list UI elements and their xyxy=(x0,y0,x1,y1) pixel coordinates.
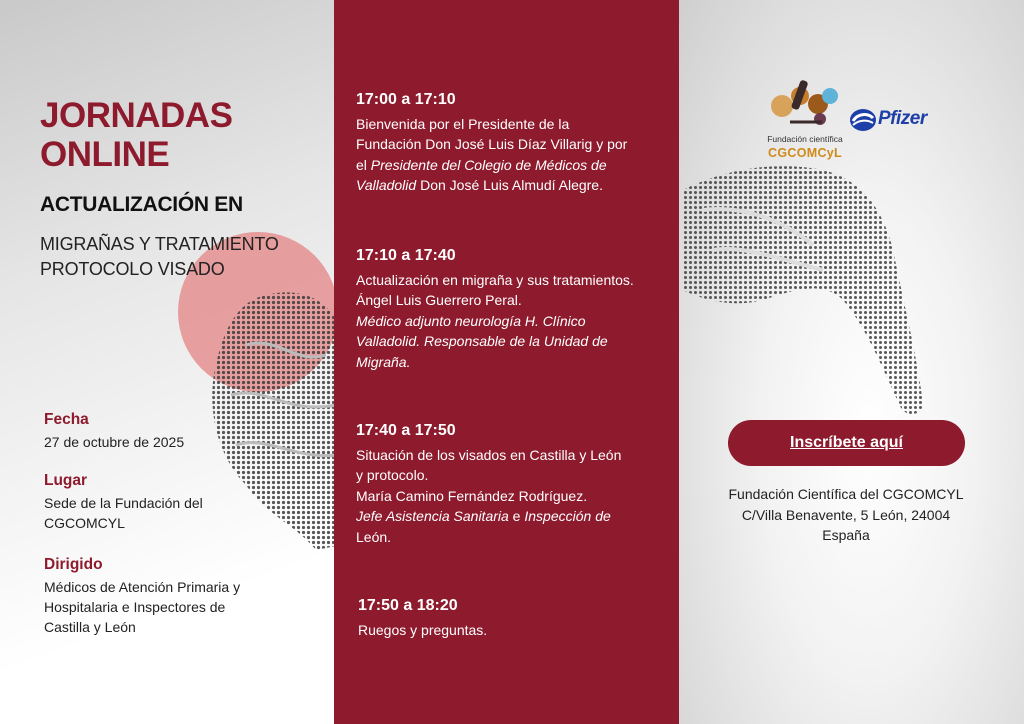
schedule-item xyxy=(356,90,668,196)
cgcomcyl-emblem-icon xyxy=(760,74,852,134)
schedule-line xyxy=(356,352,668,373)
schedule-time: 17:10 a 17:40 xyxy=(356,247,456,264)
dirigido-value-2: Hospitalaria e Inspectores de xyxy=(44,599,226,615)
event-title xyxy=(40,96,232,174)
dirigido-value-3: Castilla y León xyxy=(44,619,136,635)
schedule-line: Fundación Don José Luis Díaz Villarig y por xyxy=(356,136,628,152)
event-subtitle: ACTUALIZACIÓN EN xyxy=(40,193,243,216)
organizer-address xyxy=(700,484,992,546)
schedule-line xyxy=(356,311,668,332)
address-line-1: Fundación Científica del CGCOMCYL xyxy=(728,486,964,502)
schedule-item xyxy=(356,246,668,372)
schedule-line: y protocolo. xyxy=(356,467,429,483)
address-line-2: C/Villa Benavente, 5 León, 24004 xyxy=(741,506,951,523)
dirigido-value-1: Médicos de Atención Primaria y xyxy=(44,579,241,595)
schedule-text: e xyxy=(508,508,525,524)
fecha-label: Fecha xyxy=(44,411,89,428)
schedule-line: Actualización en migraña y sus tratamientos. xyxy=(356,271,634,288)
schedule-item xyxy=(356,421,668,547)
schedule-line xyxy=(356,175,668,196)
pfizer-pill-icon xyxy=(848,105,878,135)
schedule-line xyxy=(356,155,668,176)
brain-illustration xyxy=(206,285,334,555)
pfizer-logo xyxy=(848,105,938,137)
title-line-1: JORNADAS xyxy=(40,96,233,135)
info-fecha xyxy=(44,410,184,452)
event-topic xyxy=(40,232,279,282)
lugar-label: Lugar xyxy=(44,472,88,489)
fundacion-cgcomcyl-logo xyxy=(760,74,852,166)
fecha-value: 27 de octubre de 2025 xyxy=(44,434,185,450)
schedule-text: el xyxy=(356,156,371,173)
schedule-italic-text: Migraña. xyxy=(356,353,411,370)
topic-line-2: PROTOCOLO VISADO xyxy=(40,259,225,279)
schedule-italic-text: Médico adjunto neurología H. Clínico xyxy=(356,312,586,329)
schedule-text: Don José Luis Almudí Alegre. xyxy=(416,177,603,193)
schedule-line xyxy=(356,331,668,352)
register-button[interactable]: Inscríbete aquí xyxy=(728,420,965,466)
dirigido-label: Dirigido xyxy=(44,556,103,573)
left-panel xyxy=(0,0,334,724)
title-line-2: ONLINE xyxy=(40,135,170,174)
schedule-time: 17:50 a 18:20 xyxy=(358,597,458,614)
lugar-value-1: Sede de la Fundación del xyxy=(44,495,203,511)
pointing-hand-illustration xyxy=(683,150,933,420)
schedule-line: Bienvenida por el Presidente de la xyxy=(356,115,570,132)
schedule-line: María Camino Fernández Rodríguez. xyxy=(356,487,588,504)
schedule-item xyxy=(358,596,670,640)
schedule-line: Situación de los visados en Castilla y León xyxy=(356,446,622,463)
schedule-line: León. xyxy=(356,528,392,545)
pfizer-text: Pfizer xyxy=(878,108,927,129)
schedule-italic-text: Inspección de xyxy=(524,508,611,524)
schedule-line: Ángel Luis Guerrero Peral. xyxy=(356,292,522,308)
schedule-italic-text: Jefe Asistencia Sanitaria xyxy=(356,508,509,524)
schedule-line xyxy=(356,506,668,527)
schedule-italic-text: Valladolid xyxy=(356,177,417,193)
schedule-italic-text: Valladolid. Responsable de la Unidad de xyxy=(356,333,608,349)
schedule-time: 17:40 a 17:50 xyxy=(356,422,456,439)
schedule-time: 17:00 a 17:10 xyxy=(356,91,456,108)
schedule-line: Ruegos y preguntas. xyxy=(358,621,488,638)
lugar-value-2: CGCOMCYL xyxy=(44,515,125,531)
info-lugar xyxy=(44,471,203,533)
topic-line-1: MIGRAÑAS Y TRATAMIENTO xyxy=(40,234,279,254)
fundacion-small-text: Fundación científica xyxy=(767,134,843,144)
address-line-3: España xyxy=(822,527,870,543)
schedule-italic-text: Presidente del Colegio de Médicos de xyxy=(370,156,607,173)
info-dirigido xyxy=(44,555,240,637)
fundacion-name-text: CGCOMCyL xyxy=(768,146,842,160)
